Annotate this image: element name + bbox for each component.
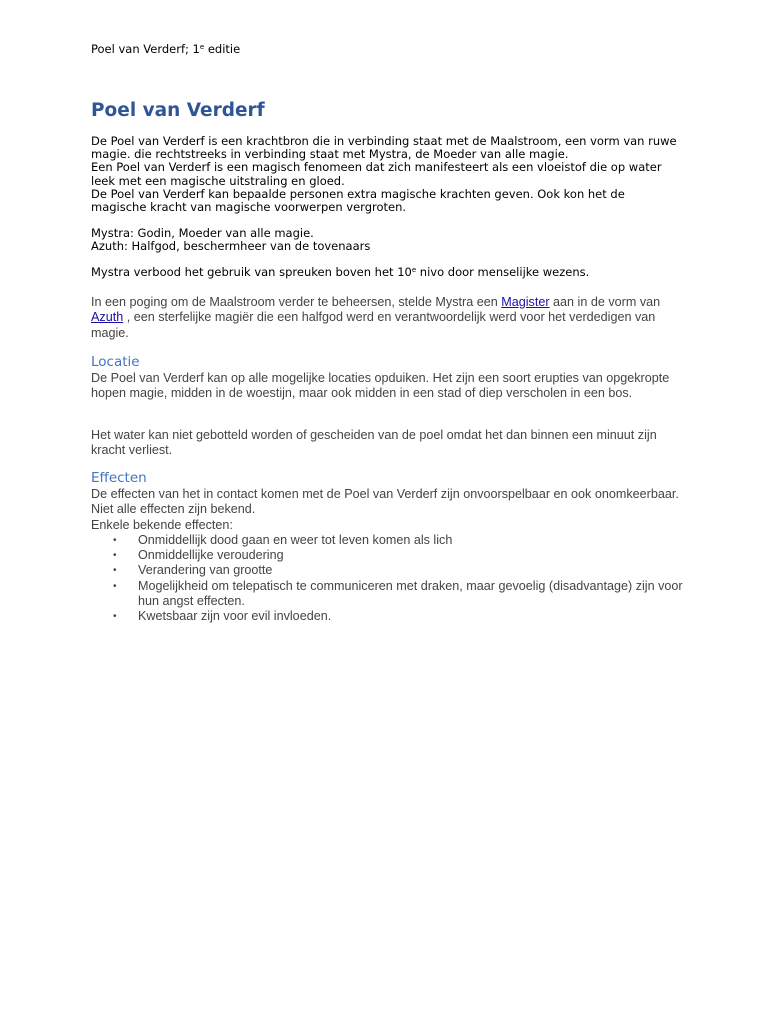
magister-link[interactable]: Magister [501,295,550,309]
effecten-heading: Effecten [91,470,147,486]
magister-text-end: , een sterfelijke magiër die een halfgod werd en verantwoordelijk werd voor het verdedigen van magie. [91,310,656,340]
list-item [91,548,683,563]
list-item [91,609,683,624]
intro-paragraph [91,135,683,214]
spell-rule-text: Mystra verbood het gebruik van spreuken boven het 10 [91,265,412,279]
spell-rule-paragraph [91,266,683,279]
running-header-title: Poel van Verderf; 1 [91,42,200,56]
list-item [91,563,683,578]
running-header-superscript: e [199,43,205,51]
intro-line: De Poel van Verderf kan bepaalde personen extra magische krachten geven. Ook kon het de magische kracht van magische voorwerpen vergroten. [91,186,625,215]
running-header-edition: editie [204,42,241,56]
deities-list [91,227,683,253]
locatie-paragraph [91,371,683,402]
deity-line: Mystra: Godin, Moeder van alle magie. [91,226,314,240]
locatie-text: De Poel van Verderf kan op alle mogelijke locaties opduiken. Het zijn een soort erupties van opgekropte hopen magie, midden in de woestijn, maar ook midden in een stad of diep verscholen in een bos. [91,371,670,401]
list-item-text: Mogelijkheid om telepatisch te communiceren met draken, maar gevoelig (disadvantage) zijn voor hun angst effecten. [138,578,683,609]
bullet-icon: • [113,534,117,546]
bullet-icon: • [113,580,117,592]
spell-rule-text-end: nivo door menselijke wezens. [416,265,590,279]
list-item-text: Onmiddellijk dood gaan en weer tot leven komen als lich [138,532,453,547]
document-title: Poel van Verderf [91,100,265,121]
magister-text-middle: aan in de vorm van [549,295,661,309]
list-item [91,579,683,610]
effecten-list-intro: Enkele bekende effecten: [91,517,233,532]
running-header [91,42,240,56]
list-item [91,533,683,548]
locatie-water-text: Het water kan niet gebotteld worden of gescheiden van de poel omdat het dan binnen een minuut zijn kracht verliest. [91,428,657,458]
intro-line: Een Poel van Verderf is een magisch fenomeen dat zich manifesteert als een vloeistof die op water leek met een magische uitstraling en gloed. [91,160,662,188]
effecten-text: De effecten van het in contact komen met de Poel van Verderf zijn onvoorspelbaar en ook onomkeerbaar. Niet alle effecten zijn bekend. [91,487,679,517]
list-item-text: Verandering van grootte [138,563,273,578]
deity-line: Azuth: Halfgod, beschermheer van de tovenaars [91,239,371,254]
bullet-icon: • [113,565,117,577]
bullet-icon: • [113,611,117,623]
list-item-text: Onmiddellijke veroudering [138,548,284,563]
magister-text: In een poging om de Maalstroom verder te beheersen, stelde Mystra een [91,295,502,309]
intro-line: De Poel van Verderf is een krachtbron die in verbinding staat met de Maalstroom, een vorm van ruwe magie. die rechtstreeks in verbinding staat met Mystra, de Moeder van alle magie. [91,134,677,162]
azuth-link[interactable]: Azuth [91,310,124,325]
locatie-heading: Locatie [91,354,140,370]
locatie-water-paragraph [91,428,683,459]
list-item-text: Kwetsbaar zijn voor evil invloeden. [138,609,332,624]
bullet-icon: • [113,550,117,562]
effecten-list [91,533,683,625]
effecten-section [91,487,683,625]
spell-rule-superscript: e [411,266,417,274]
magister-paragraph [91,295,683,341]
